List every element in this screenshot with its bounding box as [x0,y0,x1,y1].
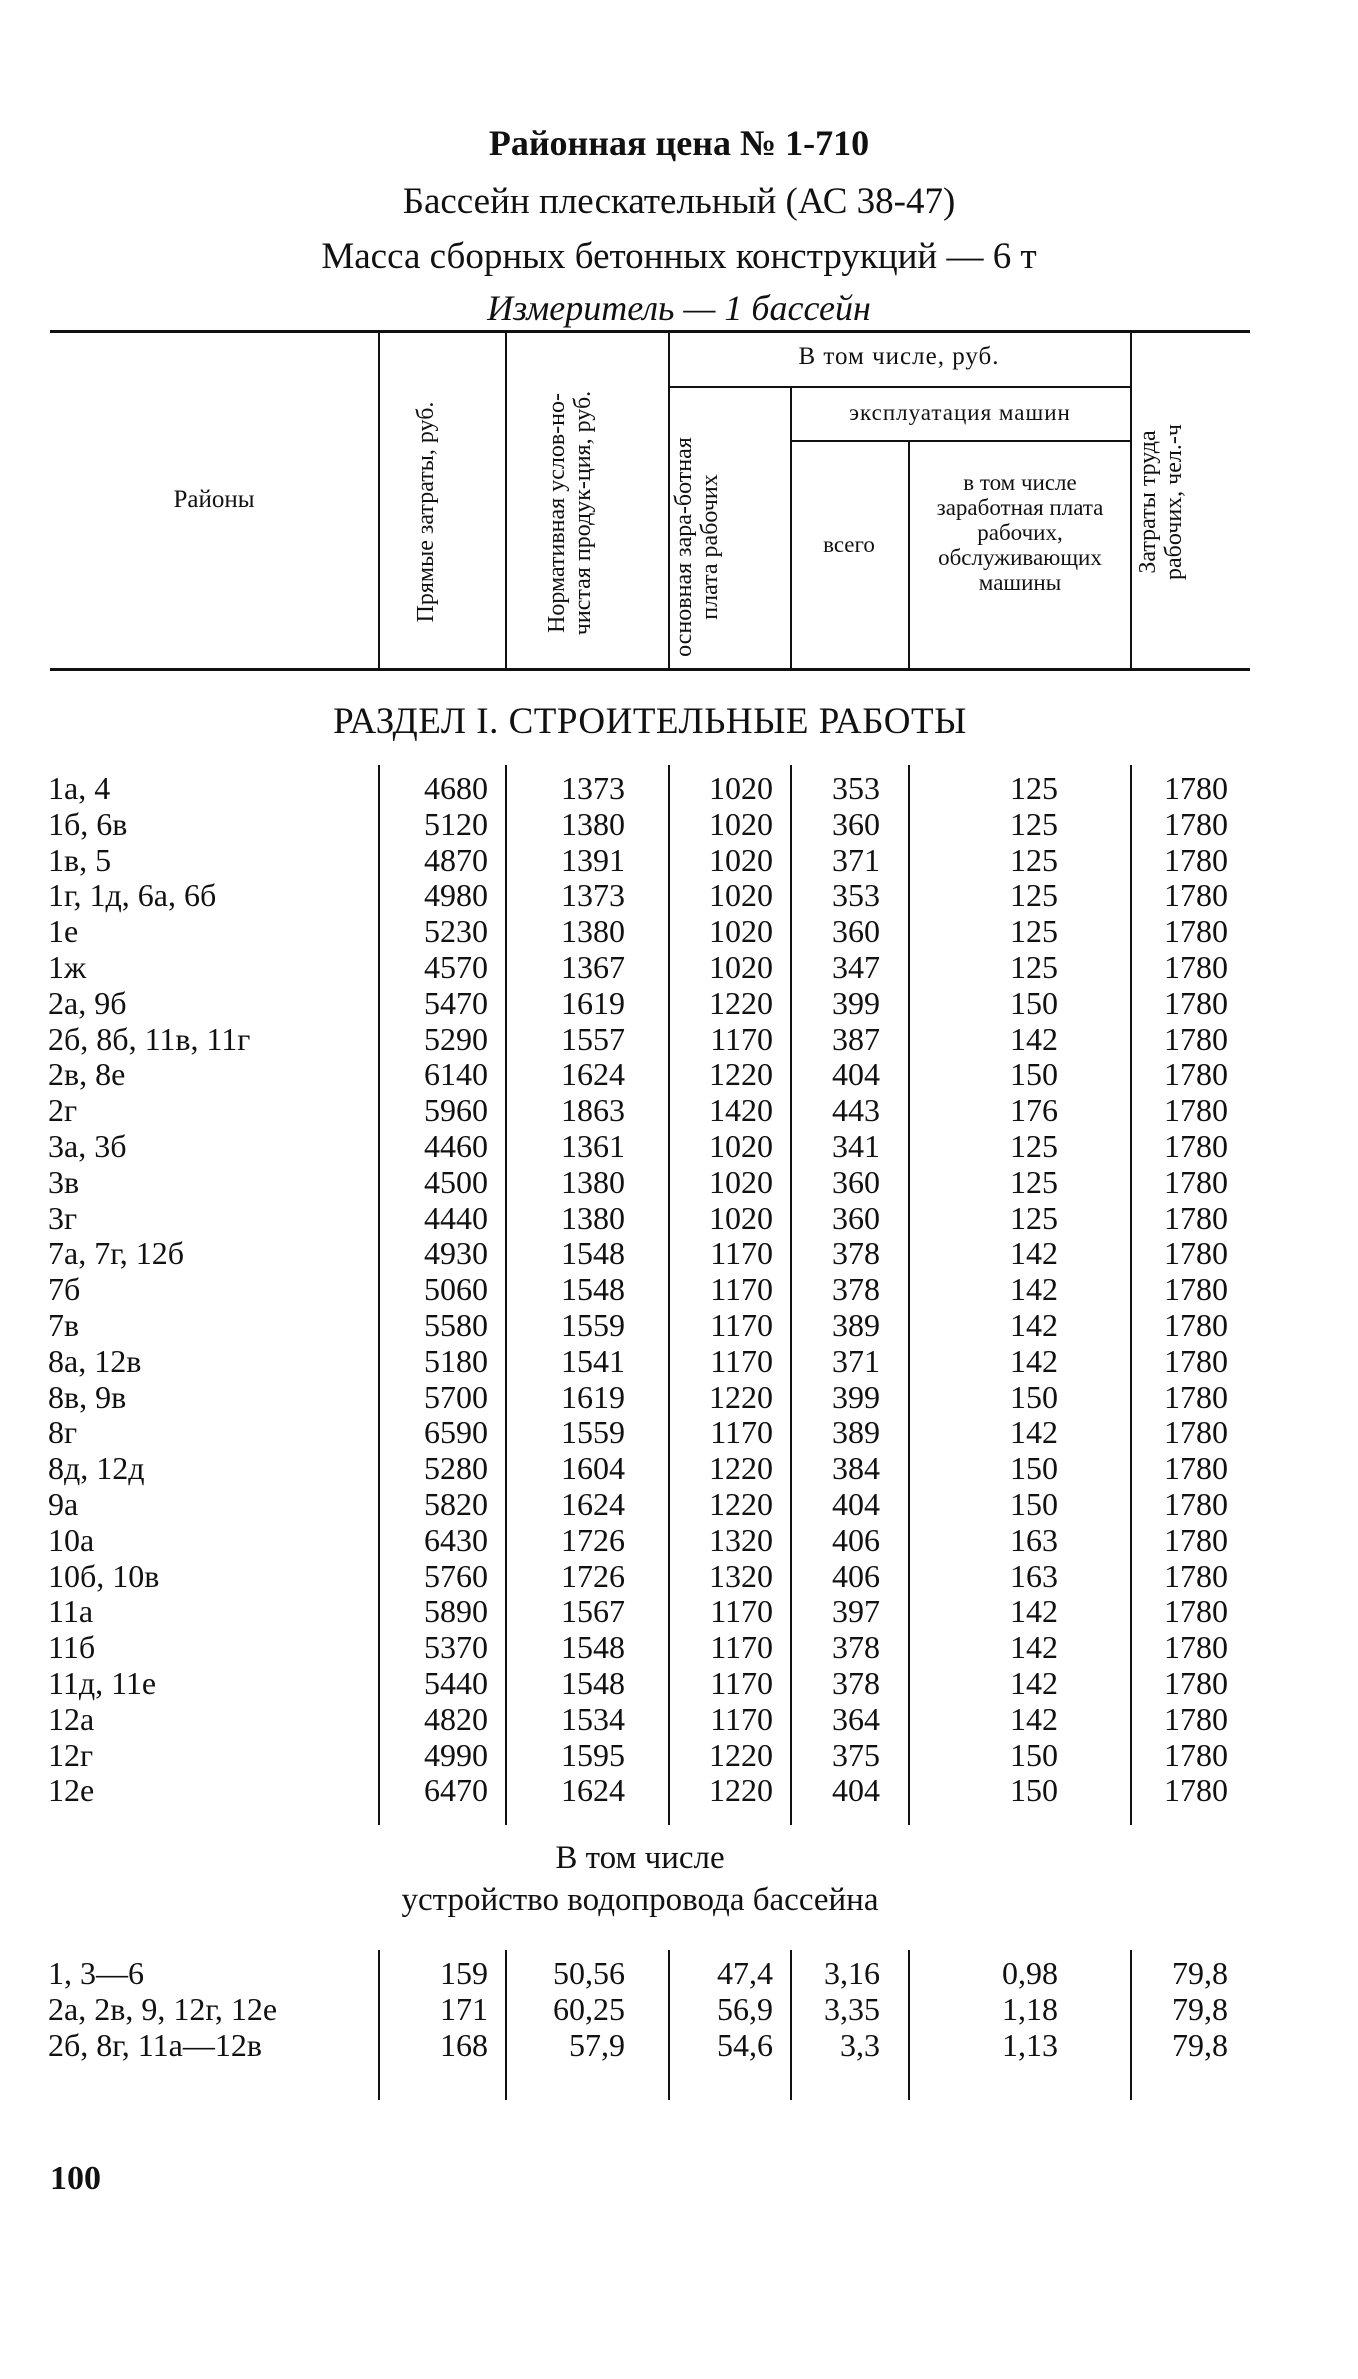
normative-product-cell: 1391 [561,841,625,878]
region-cell: 2г [48,1092,78,1129]
region-cell: 1а, 4 [48,770,111,806]
labor-costs-cell: 1780 [1164,1486,1228,1522]
machine-wages-cell: 125 [1010,1199,1058,1236]
direct-costs-cell: 5120 [424,805,488,842]
table-row [0,1486,1358,1522]
direct-costs-cell: 5700 [424,1378,488,1415]
machine-operation-cell: 360 [832,1199,880,1236]
base-wages-cell: 1020 [709,805,773,842]
object-name: Бассейн плескательный (АС 38-47) [402,181,956,222]
direct-costs-cell: 5440 [424,1665,488,1701]
machine-operation-cell: 3,35 [824,1991,880,2027]
direct-costs-cell: 5230 [424,913,488,950]
normative-product-cell: 1373 [561,877,625,914]
machine-operation-cell: 397 [832,1593,880,1630]
table-row [0,913,1358,949]
direct-costs-cell: 5470 [424,984,488,1021]
labor-costs-cell: 1780 [1164,1128,1228,1164]
normative-product-cell: 1541 [561,1342,625,1379]
base-wages-cell: 1220 [709,1736,773,1773]
table-row [0,877,1358,913]
page-number: 100 [50,2160,101,2197]
header-divider [1130,333,1132,668]
labor-costs-cell: 1780 [1164,1521,1228,1558]
base-wages-cell: 1320 [709,1521,773,1558]
subsection-caption-1: В том числе [555,1840,725,1876]
machine-wages-cell: 150 [1010,1486,1058,1522]
base-wages-cell: 56,9 [717,1991,773,2027]
machine-operation-cell: 347 [832,949,880,985]
direct-costs-cell: 4680 [424,770,488,806]
table-row [0,806,1358,842]
base-wages-cell: 1020 [709,770,773,806]
base-wages-cell: 1420 [709,1092,773,1129]
labor-costs-cell: 1780 [1164,1772,1228,1809]
labor-costs-cell: 1780 [1164,1736,1228,1773]
region-cell: 7а, 7г, 12б [48,1235,184,1272]
labor-costs-cell: 1780 [1164,1629,1228,1666]
header-direct-costs: Прямые затраты, руб. [413,401,439,623]
labor-costs-cell: 1780 [1164,770,1228,806]
machine-operation-cell: 371 [832,1342,880,1379]
labor-costs-cell: 1780 [1164,1056,1228,1093]
table-row [0,1128,1358,1164]
machine-wages-cell: 125 [1010,805,1058,842]
normative-product-cell: 1559 [561,1307,625,1343]
normative-product-cell: 1595 [561,1736,625,1773]
table-row [0,1701,1358,1737]
mass-line: Масса сборных бетонных конструкций — 6 т [321,236,1037,277]
base-wages-cell: 1170 [710,1271,773,1308]
table-row [0,1593,1358,1629]
table-row [0,985,1358,1021]
table-row [0,1235,1358,1271]
base-wages-cell: 1020 [709,877,773,914]
direct-costs-cell: 4980 [424,877,488,914]
region-cell: 3в [48,1163,80,1200]
normative-product-cell: 57,9 [569,2027,625,2063]
machine-operation-cell: 360 [832,1163,880,1200]
machine-wages-cell: 0,98 [1002,1955,1058,1991]
normative-product-cell: 1380 [561,913,625,950]
region-cell: 3г [48,1199,78,1236]
table-row [0,1307,1358,1343]
region-cell: 11д, 11е [48,1665,157,1701]
labor-costs-cell: 1780 [1164,949,1228,985]
base-wages-cell: 1170 [710,1235,773,1272]
header-divider [908,440,910,668]
machine-operation-cell: 406 [832,1557,880,1594]
base-wages-cell: 1220 [709,1056,773,1093]
region-cell: 8в, 9в [48,1378,127,1415]
normative-product-cell: 1548 [561,1665,625,1701]
machine-wages-cell: 125 [1010,770,1058,806]
normative-product-cell: 1380 [561,1163,625,1200]
machine-operation-cell: 3,16 [824,1955,880,1991]
table-row [0,2027,1358,2063]
section-title: РАЗДЕЛ I. СТРОИТЕЛЬНЫЕ РАБОТЫ [333,701,967,742]
machine-wages-cell: 142 [1010,1307,1058,1343]
normative-product-cell: 1624 [561,1486,625,1522]
region-cell: 1б, 6в [48,805,128,842]
region-cell: 1в, 5 [48,841,112,878]
labor-costs-cell: 1780 [1164,1163,1228,1200]
direct-costs-cell: 4440 [424,1199,488,1236]
normative-product-cell: 1548 [561,1235,625,1272]
machine-operation-cell: 353 [832,877,880,914]
normative-product-cell: 1548 [561,1629,625,1666]
base-wages-cell: 1170 [710,1307,773,1343]
normative-product-cell: 1863 [561,1092,625,1129]
direct-costs-cell: 168 [440,2027,488,2063]
table-row [0,1558,1358,1594]
normative-product-cell: 1619 [561,984,625,1021]
header-base-wages: основная зара-ботная плата рабочих [671,437,723,657]
base-wages-cell: 1220 [709,1486,773,1522]
direct-costs-cell: 4460 [424,1128,488,1164]
machine-wages-cell: 176 [1010,1092,1058,1129]
direct-costs-cell: 5290 [424,1020,488,1057]
machine-wages-cell: 142 [1010,1414,1058,1451]
header-labor-costs: Затраты труда рабочих, чел.-ч [1135,424,1187,580]
machine-operation-cell: 399 [832,984,880,1021]
machine-operation-cell: 360 [832,805,880,842]
base-wages-cell: 1170 [710,1020,773,1057]
normative-product-cell: 1361 [561,1128,625,1164]
region-cell: 9а [48,1486,79,1522]
labor-costs-cell: 1780 [1164,1414,1228,1451]
base-wages-cell: 1020 [709,913,773,950]
machine-operation-cell: 389 [832,1414,880,1451]
base-wages-cell: 1020 [709,1163,773,1200]
machine-wages-cell: 163 [1010,1521,1058,1558]
labor-costs-cell: 1780 [1164,1593,1228,1630]
base-wages-cell: 1170 [710,1414,773,1451]
header-machine-wages: в том числе заработная плата рабочих, обслуживающих машины [936,470,1104,595]
machine-wages-cell: 125 [1010,1163,1058,1200]
table-row [0,949,1358,985]
base-wages-cell: 1020 [709,1199,773,1236]
machine-operation-cell: 353 [832,770,880,806]
labor-costs-cell: 79,8 [1172,2027,1228,2063]
normative-product-cell: 1604 [561,1450,625,1487]
region-cell: 11б [48,1629,96,1666]
machine-operation-cell: 387 [832,1020,880,1057]
normative-product-cell: 1559 [561,1414,625,1451]
machine-operation-cell: 384 [832,1450,880,1487]
table-row [0,1737,1358,1773]
region-cell: 10б, 10в [48,1557,160,1594]
region-cell: 7б [48,1271,81,1308]
region-cell: 12г [48,1736,94,1773]
normative-product-cell: 1373 [561,770,625,806]
machine-wages-cell: 150 [1010,1772,1058,1809]
price-heading: Районная цена № 1-710 [488,123,870,163]
table-row [0,1379,1358,1415]
table-row [0,1056,1358,1092]
direct-costs-cell: 5370 [424,1629,488,1666]
machine-wages-cell: 142 [1010,1593,1058,1630]
base-wages-cell: 1170 [710,1593,773,1630]
base-wages-cell: 1170 [710,1700,773,1737]
machine-wages-cell: 150 [1010,1736,1058,1773]
table-row [0,1271,1358,1307]
direct-costs-cell: 4570 [424,949,488,985]
table-row [0,1955,1358,1991]
direct-costs-cell: 5280 [424,1450,488,1487]
machine-operation-cell: 404 [832,1486,880,1522]
direct-costs-cell: 6140 [424,1056,488,1093]
labor-costs-cell: 1780 [1164,1235,1228,1272]
base-wages-cell: 1320 [709,1557,773,1594]
labor-costs-cell: 1780 [1164,877,1228,914]
machine-operation-cell: 378 [832,1271,880,1308]
region-cell: 8д, 12д [48,1450,145,1487]
direct-costs-cell: 4870 [424,841,488,878]
direct-costs-cell: 4820 [424,1700,488,1737]
header-machine-operation: эксплуатация машин [849,400,1071,425]
table-row [0,1021,1358,1057]
direct-costs-cell: 6430 [424,1521,488,1558]
region-cell: 8г [48,1414,78,1451]
machine-operation-cell: 378 [832,1629,880,1666]
header-normative-product: Нормативная услов-но-чистая продук-ция, руб. [544,390,596,636]
base-wages-cell: 1220 [709,1772,773,1809]
normative-product-cell: 1624 [561,1056,625,1093]
direct-costs-cell: 159 [440,1955,488,1991]
direct-costs-cell: 5890 [424,1593,488,1630]
machine-wages-cell: 142 [1010,1271,1058,1308]
table-row [0,1450,1358,1486]
direct-costs-cell: 4500 [424,1163,488,1200]
direct-costs-cell: 4930 [424,1235,488,1272]
machine-operation-cell: 404 [832,1056,880,1093]
header-subrule [668,386,1130,388]
machine-operation-cell: 378 [832,1665,880,1701]
region-cell: 11а [48,1593,94,1630]
table-top-rule [50,330,1250,333]
direct-costs-cell: 5960 [424,1092,488,1129]
machine-operation-cell: 399 [832,1378,880,1415]
direct-costs-cell: 5820 [424,1486,488,1522]
labor-costs-cell: 1780 [1164,1271,1228,1308]
labor-costs-cell: 1780 [1164,1700,1228,1737]
labor-costs-cell: 79,8 [1172,1991,1228,2027]
region-cell: 2б, 8б, 11в, 11г [48,1020,251,1057]
header-divider [790,386,792,668]
base-wages-cell: 1020 [709,841,773,878]
region-cell: 1г, 1д, 6а, 6б [48,877,217,914]
machine-operation-cell: 406 [832,1521,880,1558]
normative-product-cell: 1534 [561,1700,625,1737]
machine-wages-cell: 163 [1010,1557,1058,1594]
labor-costs-cell: 79,8 [1172,1955,1228,1991]
direct-costs-cell: 5580 [424,1307,488,1343]
header-regions: Районы [173,486,255,513]
base-wages-cell: 1170 [710,1629,773,1666]
region-cell: 1ж [48,949,87,985]
direct-costs-cell: 5180 [424,1342,488,1379]
normative-product-cell: 1380 [561,805,625,842]
machine-wages-cell: 125 [1010,877,1058,914]
machine-operation-cell: 360 [832,913,880,950]
table-row [0,1164,1358,1200]
machine-wages-cell: 125 [1010,1128,1058,1164]
region-cell: 2а, 2в, 9, 12г, 12е [48,1991,278,2027]
direct-costs-cell: 6590 [424,1414,488,1451]
region-cell: 10а [48,1521,95,1558]
labor-costs-cell: 1780 [1164,805,1228,842]
labor-costs-cell: 1780 [1164,1199,1228,1236]
region-cell: 3а, 3б [48,1128,127,1164]
machine-operation-cell: 389 [832,1307,880,1343]
machine-wages-cell: 150 [1010,1450,1058,1487]
header-divider [668,333,670,668]
machine-wages-cell: 1,18 [1002,1991,1058,2027]
normative-product-cell: 1726 [561,1557,625,1594]
table-row [0,1414,1358,1450]
normative-product-cell: 1548 [561,1271,625,1308]
region-cell: 2а, 9б [48,984,127,1021]
labor-costs-cell: 1780 [1164,1665,1228,1701]
table-row [0,1092,1358,1128]
base-wages-cell: 1220 [709,984,773,1021]
machine-wages-cell: 150 [1010,1378,1058,1415]
labor-costs-cell: 1780 [1164,1020,1228,1057]
header-including-rub: В том числе, руб. [798,343,1000,370]
machine-wages-cell: 142 [1010,1020,1058,1057]
direct-costs-cell: 4990 [424,1736,488,1773]
labor-costs-cell: 1780 [1164,841,1228,878]
region-cell: 8а, 12в [48,1342,142,1379]
region-cell: 7в [48,1307,80,1343]
labor-costs-cell: 1780 [1164,1092,1228,1129]
base-wages-cell: 1220 [709,1450,773,1487]
table-row [0,770,1358,806]
machine-operation-cell: 375 [832,1736,880,1773]
base-wages-cell: 1170 [710,1342,773,1379]
unit-line: Измеритель — 1 бассейн [487,288,871,328]
machine-wages-cell: 125 [1010,913,1058,950]
labor-costs-cell: 1780 [1164,913,1228,950]
normative-product-cell: 1619 [561,1378,625,1415]
table-row [0,1629,1358,1665]
normative-product-cell: 1367 [561,949,625,985]
direct-costs-cell: 6470 [424,1772,488,1809]
machine-wages-cell: 142 [1010,1629,1058,1666]
base-wages-cell: 54,6 [717,2027,773,2063]
labor-costs-cell: 1780 [1164,984,1228,1021]
machine-wages-cell: 142 [1010,1342,1058,1379]
header-subrule [790,440,1130,442]
normative-product-cell: 1567 [561,1593,625,1630]
direct-costs-cell: 171 [440,1991,488,2027]
region-cell: 2в, 8е [48,1056,126,1093]
machine-wages-cell: 150 [1010,984,1058,1021]
header-total: всего [823,532,875,557]
machine-wages-cell: 150 [1010,1056,1058,1093]
region-cell: 1, 3—6 [48,1955,144,1991]
labor-costs-cell: 1780 [1164,1557,1228,1594]
region-cell: 12а [48,1700,95,1737]
machine-wages-cell: 142 [1010,1235,1058,1272]
base-wages-cell: 1170 [710,1665,773,1701]
region-cell: 2б, 8г, 11а—12в [48,2027,262,2063]
base-wages-cell: 47,4 [717,1955,773,1991]
machine-wages-cell: 142 [1010,1665,1058,1701]
header-divider [505,333,507,668]
machine-operation-cell: 371 [832,841,880,878]
machine-wages-cell: 142 [1010,1700,1058,1737]
subsection-caption-2: устройство водопровода бассейна [401,1882,879,1918]
normative-product-cell: 1726 [561,1521,625,1558]
machine-wages-cell: 125 [1010,949,1058,985]
normative-product-cell: 1557 [561,1020,625,1057]
base-wages-cell: 1020 [709,949,773,985]
labor-costs-cell: 1780 [1164,1307,1228,1343]
normative-product-cell: 1624 [561,1772,625,1809]
table-row [0,1522,1358,1558]
normative-product-cell: 60,25 [553,1991,625,2027]
machine-operation-cell: 3,3 [840,2027,880,2063]
table-row [0,1772,1358,1808]
labor-costs-cell: 1780 [1164,1450,1228,1487]
table-row [0,1665,1358,1701]
machine-operation-cell: 364 [832,1700,880,1737]
normative-product-cell: 50,56 [553,1955,625,1991]
table-row [0,1343,1358,1379]
normative-product-cell: 1380 [561,1199,625,1236]
table-row [0,1200,1358,1236]
base-wages-cell: 1020 [709,1128,773,1164]
table-row [0,1991,1358,2027]
labor-costs-cell: 1780 [1164,1342,1228,1379]
machine-operation-cell: 378 [832,1235,880,1272]
direct-costs-cell: 5060 [424,1271,488,1308]
machine-wages-cell: 1,13 [1002,2027,1058,2063]
direct-costs-cell: 5760 [424,1557,488,1594]
table-header-bottom-rule [50,668,1250,671]
machine-operation-cell: 341 [832,1128,880,1164]
labor-costs-cell: 1780 [1164,1378,1228,1415]
machine-operation-cell: 443 [832,1092,880,1129]
base-wages-cell: 1220 [709,1378,773,1415]
header-divider [378,333,380,668]
machine-operation-cell: 404 [832,1772,880,1809]
region-cell: 1е [48,913,79,950]
table-row [0,842,1358,878]
machine-wages-cell: 125 [1010,841,1058,878]
region-cell: 12е [48,1772,95,1809]
